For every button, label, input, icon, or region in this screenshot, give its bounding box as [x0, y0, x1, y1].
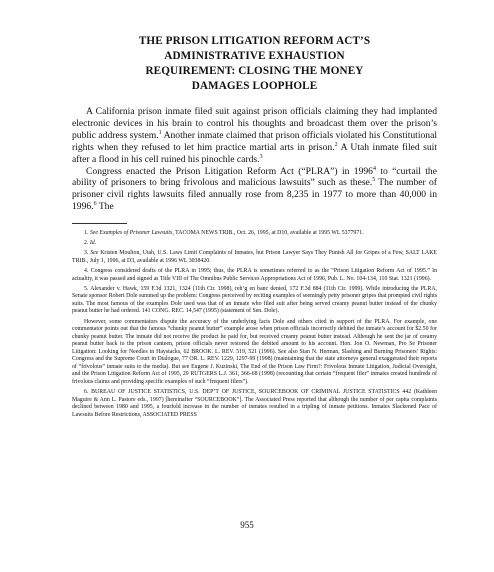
footnote-ref: 1 [158, 129, 162, 136]
footnote [72, 286, 437, 316]
footnote-text: , TACOMA NEWS TRIB., Oct. 26, 1995, at D10, available at 1995 WL 5377971. [172, 230, 364, 237]
footnote-italic: See [90, 250, 99, 257]
footnote-text: BUREAU OF JUSTICE STATISTICS, U.S. DEP’T OF JUSTICE, SOURCEBOOK OF CRIMINAL JUSTICE STATISTICS 442 (Kathleen Maguire & Ann L. Pastore eds., 1997) [hereinafter “SOURCEBOOK”]. The Associated Press reported that although the number of per capita complaints declined between 1980 and 1995, a fourfold increase in the number of inmates resulted in a tripling of inmate petitions. Inmates Slackened Pace of Lawsuits Before Restrictions, ASSOCIATED PRESS [72, 389, 437, 418]
footnote-divider [72, 223, 127, 224]
footnote-text: However, some commentators dispute the accuracy of the underlying facts Dole and others cited in support of the PLRA. For example, one commentator points out that the famous “chunky peanut butter” example arose when prison officials incorrectly debited the inmate’s account for $2.50 for chunky peanut butter. The inmate did not receive the product he paid for, but received creamy peanut butter instead. Although he sent the jar of creamy peanut butter back to the prison canteen, prison officials never restored the debited amount to his account. Hon. Jon O. Newman, Pro Se Prisoner Litigation: Looking for Needles in Haystacks, 62 BROOK. L. REV. 519, 521 (1996). See also Stan N. Herman, Slashing and Burning Prisoners’ Rights: Congress and the Supreme Court in Dialogue, 77 OR. L. REV. 1229, 1297-99 (1998) (maintaining that the state attorneys general exaggerated their reports of “frivolous” inmate suits to the media). But see Eugene J. Kuzinski, The End of the Prison Law Firm?: Frivolous Inmate Litigation, Judicial Oversight, and the Prison Litigation Reform Act of 1995, 29 RUTGERS L.J. 361, 366-68 (1998) (recounting that certain “frequent filer” inmates created hundreds of frivolous claims and providing specific examples of such “frequent filers”). [72, 318, 437, 385]
footnote-number: 2. [84, 240, 89, 247]
footnote-ref: 4 [372, 165, 376, 172]
body-text [72, 106, 437, 213]
footnote-italic: See Examples of Prisoner Lawsuits [89, 230, 173, 237]
footnote-italic: Id. [89, 240, 97, 247]
footnote [72, 230, 437, 238]
footnote-text: Congress considered drafts of the PLRA in 1995; thus, the PLRA is sometimes referred to as the “Prison Litigation Reform Act of 1995.” In actuality, it was passed and signed as Title VIII of The Omnibus Public Services Appropriations Act of 1996, Pub. L. No. 104-134, 110 Stat. 1321 (1996). [72, 268, 437, 282]
footnote [72, 389, 437, 419]
title-line: REQUIREMENT: CLOSING THE MONEY [145, 65, 364, 77]
footnote [72, 240, 437, 248]
footnote-ref: 2 [334, 141, 338, 148]
footnote-ref: 6 [93, 201, 97, 208]
page-number: 955 [240, 520, 254, 530]
title-line: ADMINISTRATIVE EXHAUSTION [164, 50, 345, 62]
body-paragraph [72, 106, 437, 166]
footnote-ref: 3 [259, 153, 263, 160]
article-title [80, 34, 429, 94]
footnote-continuation [72, 319, 437, 387]
footnote-number: 5. [84, 285, 89, 292]
text-run: A California prison inmate filed suit against prison officials claiming they had implanted electronic devices in his brain to control his thoughts and broadcast them over the prison’s public address system. [72, 106, 437, 141]
text-run: to “curtail the ability of prisoners to bring frivolous and malicious lawsuits” such as these. [72, 165, 437, 189]
footnote-text: Alexander v. Hawk, 159 F.3d 1321, 1324 (11th Cir. 1998), reh’g en banc denied, 172 F.3d 884 (11th Cir. 1999). While introducing the PLRA, Senate sponsor Robert Dole summed up the problem: Congress perceived by reciting examples of seemingly petty prisoner gripes that prompted civil rights suits. The most famous of the examples Dole used was that of an inmate who filed suit after being served creamy peanut butter instead of the chunky peanut butter he had ordered. 141 CONG. REC. 14,547 (1995) (statement of Sen. Dole). [72, 285, 438, 315]
footnote-ref: 5 [372, 177, 376, 184]
body-paragraph [72, 166, 437, 214]
text-run: Another inmate claimed that prison officials violated his Constitutional rights when they refused to let him practice martial arts in prison. [72, 129, 438, 153]
title-line: THE PRISON LITIGATION REFORM ACT’S [138, 35, 371, 47]
footnote-number: 3. [84, 250, 89, 257]
footnotes [72, 230, 437, 419]
footnote [72, 268, 437, 283]
footnote-number: 4. [84, 268, 89, 275]
text-run: Congress enacted the Prison Litigation Reform Act (“PLRA”) in 1996 [86, 165, 373, 177]
text-run: The [96, 201, 114, 213]
text-run: A Utah inmate filed suit after a flood in his cell ruined his pinochle cards. [72, 141, 438, 165]
footnote-text: Kristen Moulton, Utah, U.S. Laws Limit Complaints of Inmates, but Prison Lawyer Says They Punish All for Gripes of a Few, SALT LAKE TRIB., July 1, 1996, at D3, available at 1996 WL 3038420. [72, 250, 438, 264]
text-run: The number of prisoner civil rights lawsuits filed annually rose from 8,235 in 1977 to more than 40,000 in 1996. [72, 177, 437, 213]
title-line: DAMAGES LOOPHOLE [191, 80, 318, 92]
footnote-number: 1. [84, 230, 89, 237]
footnote-number: 6. [84, 389, 89, 396]
footnote [72, 250, 437, 265]
